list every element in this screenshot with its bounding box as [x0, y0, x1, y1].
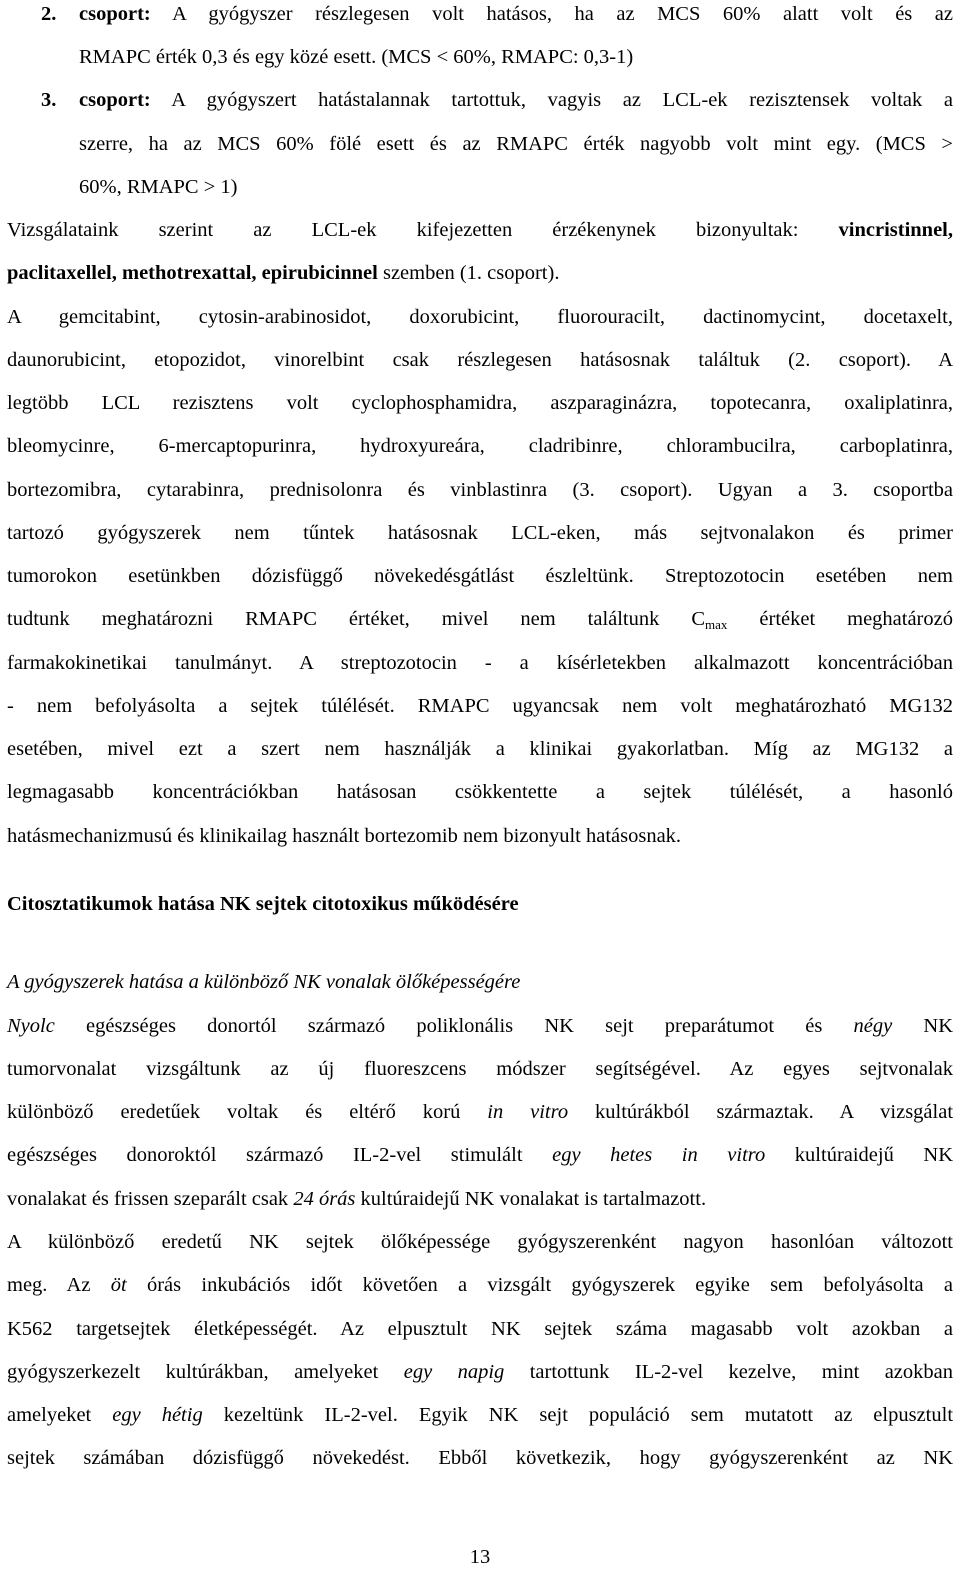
bold-text: paclitaxellel, methotrexattal, epirubicinnel: [7, 262, 378, 284]
italic-text: in vitro: [487, 1101, 569, 1123]
list-number: 3.: [41, 89, 57, 111]
paragraph-3-line-1: [7, 1013, 953, 1039]
text: tartottunk IL-2-vel kezelve, mint azokban: [529, 1361, 953, 1383]
paragraph-2-line-11: esetében, mivel ezt a szert nem használják a klinikai gyakorlatban. Míg az MG132 a: [7, 738, 953, 760]
text: amelyeket: [7, 1404, 92, 1426]
paragraph-4-line-1: A különböző eredetű NK sejtek ölőképessége gyógyszerenként nagyon hasonlóan változott: [7, 1231, 953, 1253]
list-item-2-line-1: [7, 1, 953, 27]
italic-text: egy hetes in vitro: [552, 1144, 766, 1166]
italic-text: egy napig: [403, 1361, 505, 1383]
text: egészséges donortól származó poliklonális NK sejt preparátumot és: [86, 1015, 823, 1037]
text: Vizsgálataink szerint az LCL-ek kifejezetten érzékenynek bizonyultak:: [7, 219, 799, 241]
paragraph-4-line-3: K562 targetsejtek életképességét. Az elpusztult NK sejtek száma magasabb volt azokban a: [7, 1318, 953, 1340]
subsection-heading: A gyógyszerek hatása a különböző NK vonalak ölőképességére: [7, 971, 521, 993]
list-text: A gyógyszert hatástalannak tartottuk, vagyis az LCL-ek rezisztensek voltak a: [171, 89, 953, 111]
paragraph-4-line-2: [7, 1272, 953, 1298]
section-heading: Citosztatikumok hatása NK sejtek citotoxikus működésére: [7, 893, 519, 915]
paragraph-4-line-6: sejtek számában dózisfüggő növekedést. Ebből következik, hogy gyógyszerenként az NK: [7, 1447, 953, 1469]
list-item-3-line-3: 60%, RMAPC > 1): [79, 176, 238, 198]
text: értéket meghatározó: [759, 608, 953, 630]
text: órás inkubációs időt követően a vizsgált gyógyszerek egyike sem befolyásolta a: [146, 1274, 954, 1296]
paragraph-2-line-2: daunorubicint, etopozidot, vinorelbint csak részlegesen hatásosnak találtuk (2. csoport). A: [7, 349, 953, 371]
text: különböző eredetűek voltak és eltérő korú: [7, 1101, 461, 1123]
italic-text: öt: [110, 1274, 127, 1296]
paragraph-1-line-2: [7, 260, 953, 286]
list-text: A gyógyszer részlegesen volt hatásos, ha az MCS 60% alatt volt és az: [172, 3, 953, 25]
paragraph-2-line-5: bortezomibra, cytarabinra, prednisolonra és vinblastinra (3. csoport). Ugyan a 3. csoportba: [7, 479, 953, 501]
list-item-3-line-2: szerre, ha az MCS 60% fölé esett és az RMAPC érték nagyobb volt mint egy. (MCS >: [79, 133, 953, 155]
list-number: 2.: [41, 3, 57, 25]
text: gyógyszerkezelt kultúrákban, amelyeket: [7, 1361, 379, 1383]
text: kultúraidejű NK: [794, 1144, 954, 1166]
paragraph-4-line-4: [7, 1359, 953, 1385]
paragraph-2-line-6: tartozó gyógyszerek nem tűntek hatásosnak LCL-eken, más sejtvonalakon és primer: [7, 522, 953, 544]
text: vonalakat és frissen szeparált csak: [7, 1188, 289, 1210]
list-group-label: csoport:: [79, 89, 151, 111]
paragraph-3-line-3: [7, 1099, 953, 1125]
text: egészséges donoroktól származó IL-2-vel stimulált: [7, 1144, 523, 1166]
paragraph-3-line-4: [7, 1142, 953, 1168]
paragraph-2-line-10: - nem befolyásolta a sejtek túlélését. RMAPC ugyancsak nem volt meghatározható MG132: [7, 695, 953, 717]
paragraph-1-line-1: [7, 217, 953, 243]
bold-text: vincristinnel,: [838, 219, 953, 241]
list-group-label: csoport:: [79, 3, 151, 25]
italic-text: egy hétig: [112, 1404, 203, 1426]
list-item-2-line-2: RMAPC érték 0,3 és egy közé esett. (MCS < 60%, RMAPC: 0,3-1): [79, 46, 634, 68]
paragraph-3-line-2: tumorvonalat vizsgáltunk az új fluoreszcens módszer segítségével. Az egyes sejtvonalak: [7, 1058, 953, 1080]
paragraph-2-line-3: legtöbb LCL rezisztens volt cyclophosphamidra, aszparaginázra, topotecanra, oxaliplatinra,: [7, 392, 953, 414]
italic-text: 24 órás: [293, 1188, 356, 1210]
paragraph-2-line-4: bleomycinre, 6-mercaptopurinra, hydroxyureára, cladribinre, chlorambucilra, carboplatinra,: [7, 435, 953, 457]
paragraph-3-line-5: [7, 1186, 953, 1212]
text: kultúraidejű NK vonalakat is tartalmazott.: [360, 1188, 707, 1210]
text: meg. Az: [7, 1274, 91, 1296]
paragraph-2-line-1: A gemcitabint, cytosin-arabinosidot, doxorubicint, fluorouracilt, dactinomycint, docetaxelt,: [7, 306, 953, 328]
text: tudtunk meghatározni RMAPC értéket, mivel nem találtunk C: [7, 608, 706, 630]
paragraph-2-line-9: farmakokinetikai tanulmányt. A streptozotocin - a kísérletekben alkalmazott koncentrációban: [7, 652, 953, 674]
paragraph-2-line-13: hatásmechanizmusú és klinikailag használt bortezomib nem bizonyult hatásosnak.: [7, 825, 682, 847]
text: NK: [923, 1015, 954, 1037]
page-number: 13: [469, 1546, 491, 1568]
paragraph-2-line-12: legmagasabb koncentrációkban hatásosan csökkentette a sejtek túlélését, a hasonló: [7, 781, 953, 803]
paragraph-4-line-5: [7, 1402, 953, 1428]
list-item-3-line-1: [7, 87, 953, 113]
paragraph-2-line-7: tumorokon esetünkben dózisfüggő növekedésgátlást észleltünk. Streptozotocin esetében nem: [7, 565, 953, 587]
text: kultúrákból származtak. A vizsgálat: [595, 1101, 954, 1123]
italic-text: négy: [853, 1015, 893, 1037]
paragraph-2-line-8: [7, 606, 953, 632]
text: kezeltünk IL-2-vel. Egyik NK sejt populáció sem mutatott az elpusztult: [223, 1404, 954, 1426]
subscript: max: [705, 617, 728, 632]
italic-text: Nyolc: [7, 1015, 55, 1037]
text: szemben (1. csoport).: [382, 262, 560, 284]
